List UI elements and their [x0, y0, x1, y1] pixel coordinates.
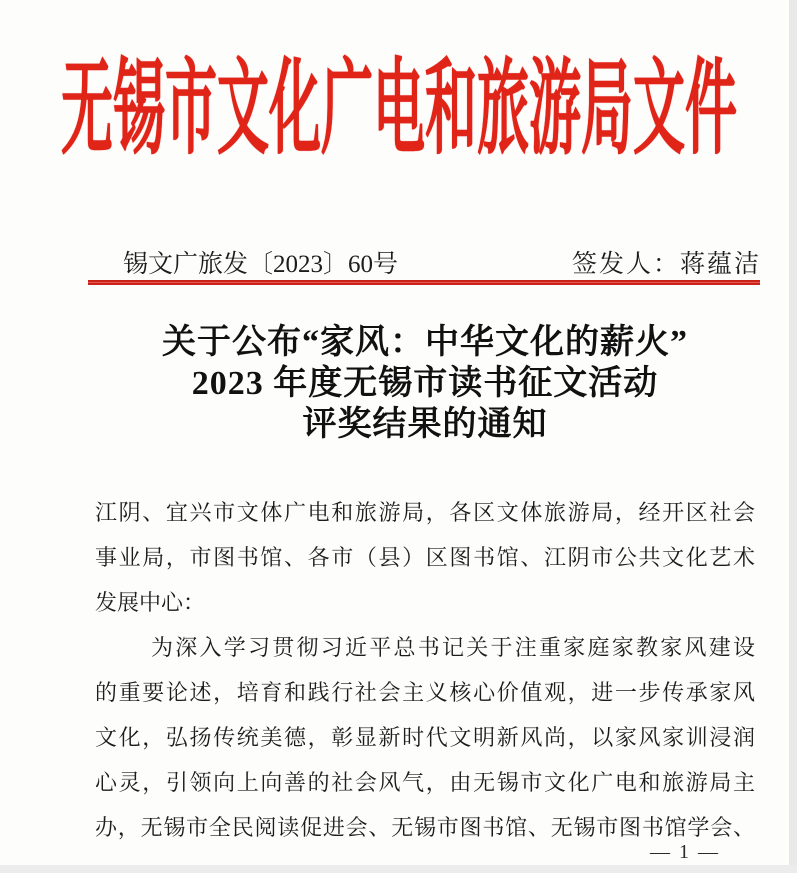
issuer: 签发人：蒋蕴洁	[571, 251, 761, 278]
red-separator-rule	[88, 280, 760, 285]
body-line: 心灵，引领向上向善的社会风气，由无锡市文化广电和旅游局主	[95, 770, 755, 795]
body-line: 江阴、宜兴市文体广电和旅游局，各区文体旅游局，经开区社会	[95, 500, 755, 525]
body-line: 文化，弘扬传统美德，彰显新时代文明新风尚，以家风家训浸润	[95, 725, 755, 750]
body-paragraph	[95, 490, 755, 625]
scan-edge-right	[789, 0, 797, 873]
body-line: 办，无锡市全民阅读促进会、无锡市图书馆、无锡市图书馆学会、	[95, 815, 755, 840]
notice-title-line: 评奖结果的通知	[302, 406, 548, 443]
scan-edge-bottom	[0, 865, 797, 873]
body-line: 的重要论述，培育和践行社会主义核心价值观，进一步传承家风	[95, 680, 755, 705]
notice-title-line: 关于公布“家风：中华文化的薪火”	[162, 324, 688, 361]
notice-title-line: 2023 年度无锡市读书征文活动	[191, 365, 659, 402]
body-paragraph	[95, 625, 755, 850]
body-line: 事业局，市图书馆、各市（县）区图书馆、江阴市公共文化艺术	[95, 545, 755, 570]
page-number: — 1 —	[650, 841, 720, 863]
notice-title	[95, 322, 755, 445]
body-line: 为深入学习贯彻习近平总书记关于注重家庭家教家风建设	[151, 635, 755, 660]
document-number-row	[123, 244, 761, 280]
document-number: 锡文广旅发〔2023〕60号	[123, 251, 399, 278]
body-line: 发展中心：	[95, 590, 206, 615]
document-body	[95, 490, 755, 850]
agency-title: 无锡市文化广电和旅游局文件	[60, 52, 737, 167]
document-red-header	[0, 48, 797, 172]
